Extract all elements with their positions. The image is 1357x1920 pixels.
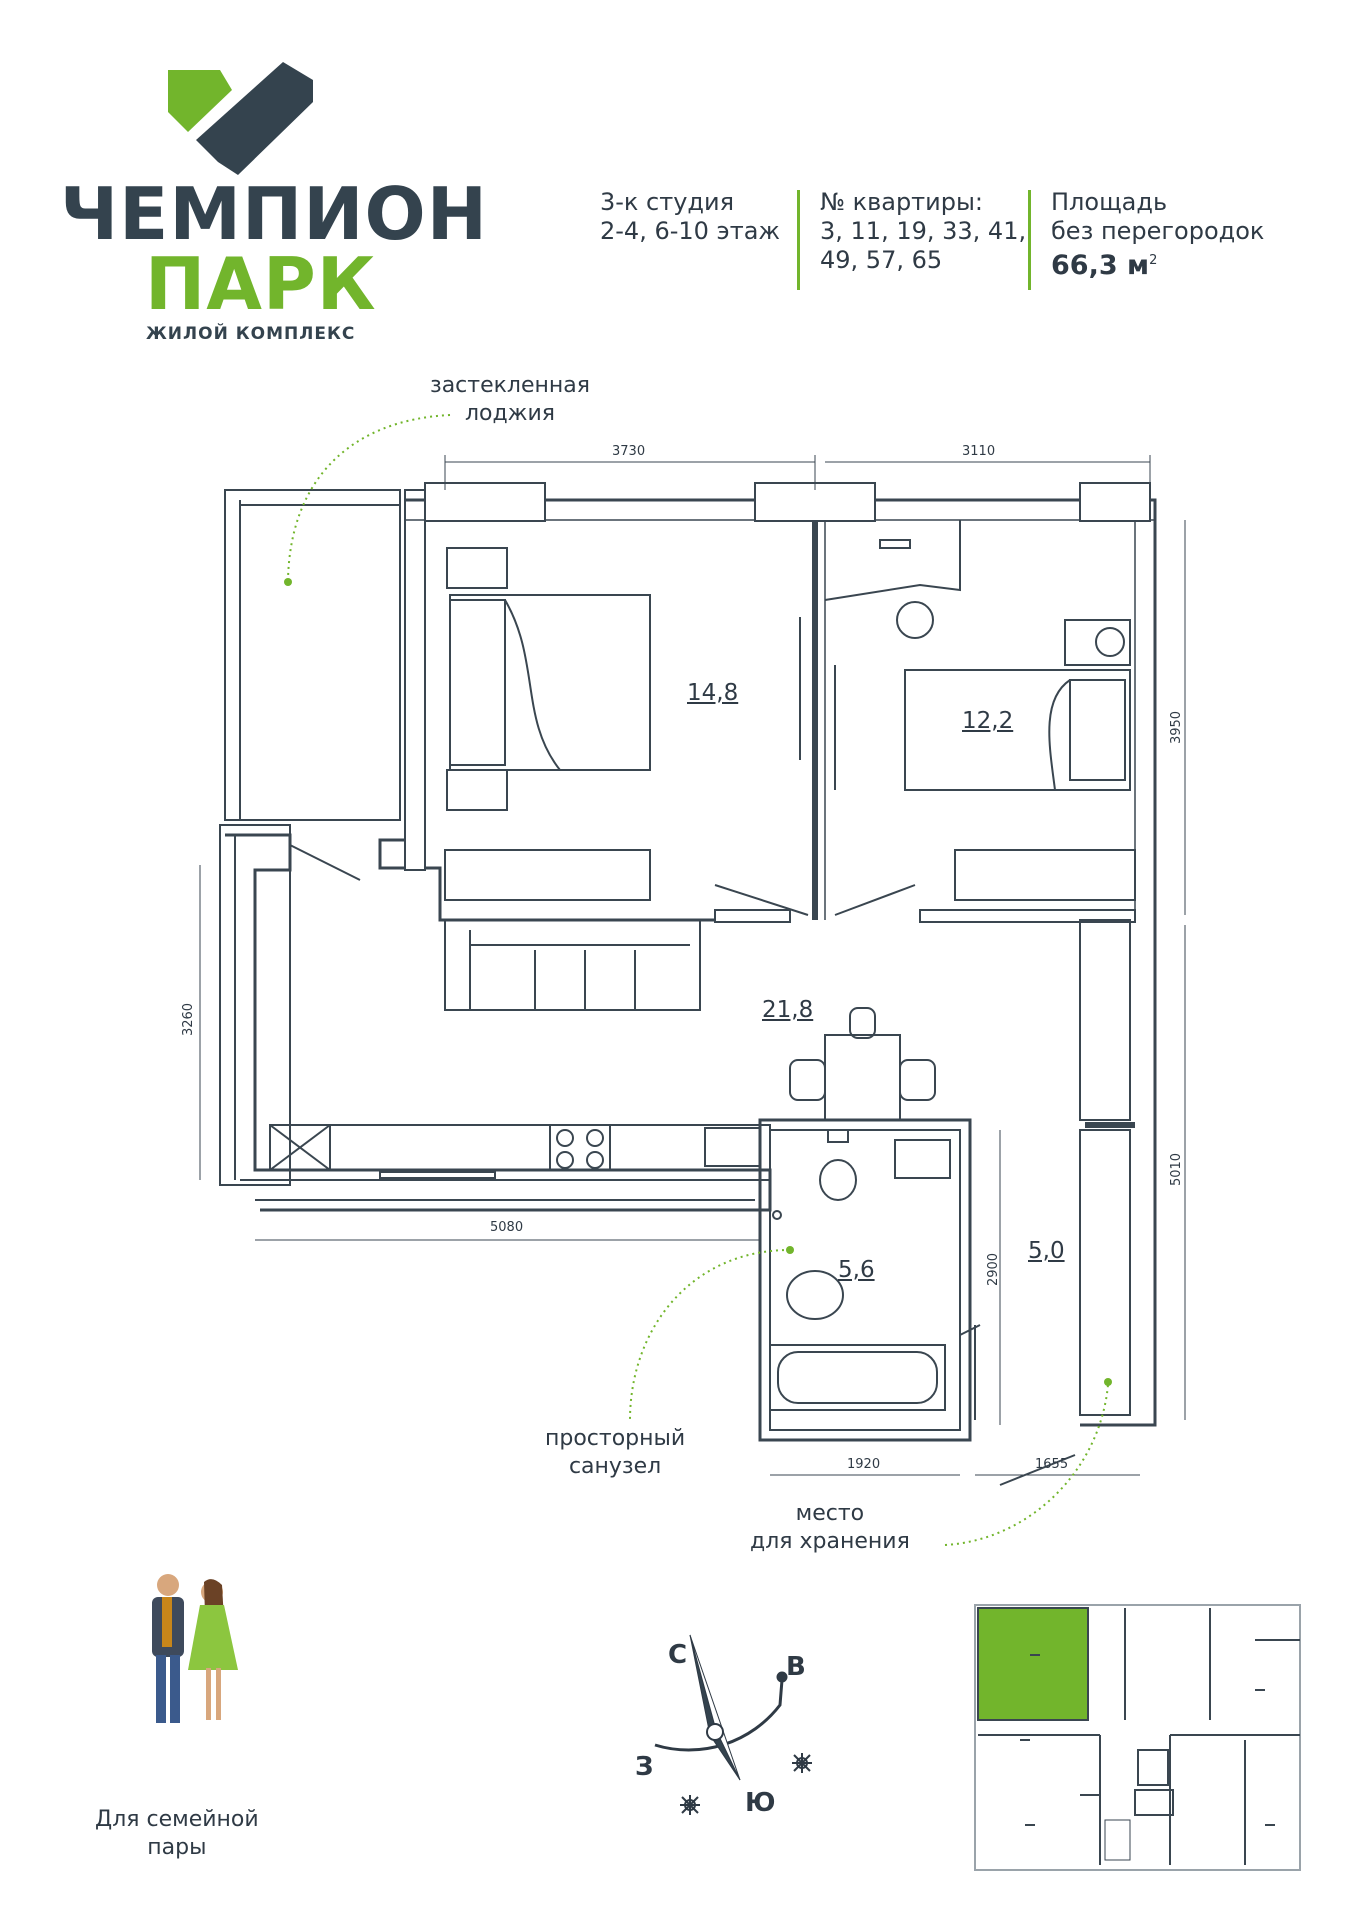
room-area-living: 21,8 xyxy=(762,997,814,1023)
logo-subtitle: ЖИЛОЙ КОМПЛЕКС xyxy=(146,324,356,344)
bathroom-callout-line1: просторный xyxy=(545,1426,686,1451)
dimension-hall-width: 1655 xyxy=(1035,1457,1069,1472)
loggia-callout-line1: застекленная xyxy=(430,373,590,398)
building-floorplan-icon xyxy=(975,1605,1300,1870)
area-unit-sup: 2 xyxy=(1149,253,1158,268)
apartment-numbers-line1: 3, 11, 19, 33, 41, xyxy=(820,217,1027,245)
logo-title-line2: ПАРК xyxy=(145,242,377,326)
area-label-line2: без перегородок xyxy=(1051,217,1265,245)
audience-line1: Для семейной xyxy=(95,1807,259,1832)
bathroom-callout-line2: санузел xyxy=(568,1454,662,1479)
storage-callout-line2: для хранения xyxy=(750,1529,910,1554)
room-area-bedroom2: 12,2 xyxy=(962,708,1014,734)
dimension-bottom-left: 5080 xyxy=(490,1220,524,1235)
room-area-hall: 5,0 xyxy=(1028,1238,1065,1264)
compass-west-label: З xyxy=(635,1752,654,1782)
room-area-bedroom1: 14,8 xyxy=(687,680,739,706)
audience-label xyxy=(95,1806,259,1862)
logo-title-line1: ЧЕМПИОН xyxy=(60,172,488,256)
compass-east-label: В xyxy=(786,1652,806,1682)
couple-icon xyxy=(152,1574,238,1723)
room-area-bathroom: 5,6 xyxy=(838,1257,875,1283)
dimension-bath-width: 1920 xyxy=(847,1457,881,1472)
apartment-floors: 2-4, 6-10 этаж xyxy=(600,217,781,245)
apartment-numbers-label: № квартиры: xyxy=(820,188,984,216)
area-value-text: 66,3 м xyxy=(1051,250,1150,281)
compass-south-label: Ю xyxy=(745,1788,776,1818)
dimension-bath-height: 2900 xyxy=(986,1252,1002,1287)
dimension-right-upper: 3950 xyxy=(1169,710,1185,745)
audience-line2: пары xyxy=(147,1835,207,1860)
dimension-left: 3260 xyxy=(181,1002,197,1037)
area-label-line1: Площадь xyxy=(1051,188,1168,216)
dimension-top-left: 3730 xyxy=(612,444,646,459)
loggia-callout-line2: лоджия xyxy=(464,401,556,426)
apartment-type: 3-к студия xyxy=(600,188,735,216)
storage-callout-line1: место xyxy=(795,1501,865,1526)
compass-north-label: С xyxy=(668,1640,688,1670)
sun-icon xyxy=(792,1753,812,1773)
sun-icon xyxy=(680,1795,700,1815)
apartment-numbers-line2: 49, 57, 65 xyxy=(820,246,943,274)
dimension-right-lower: 5010 xyxy=(1169,1152,1185,1187)
dimension-top-right: 3110 xyxy=(962,444,996,459)
